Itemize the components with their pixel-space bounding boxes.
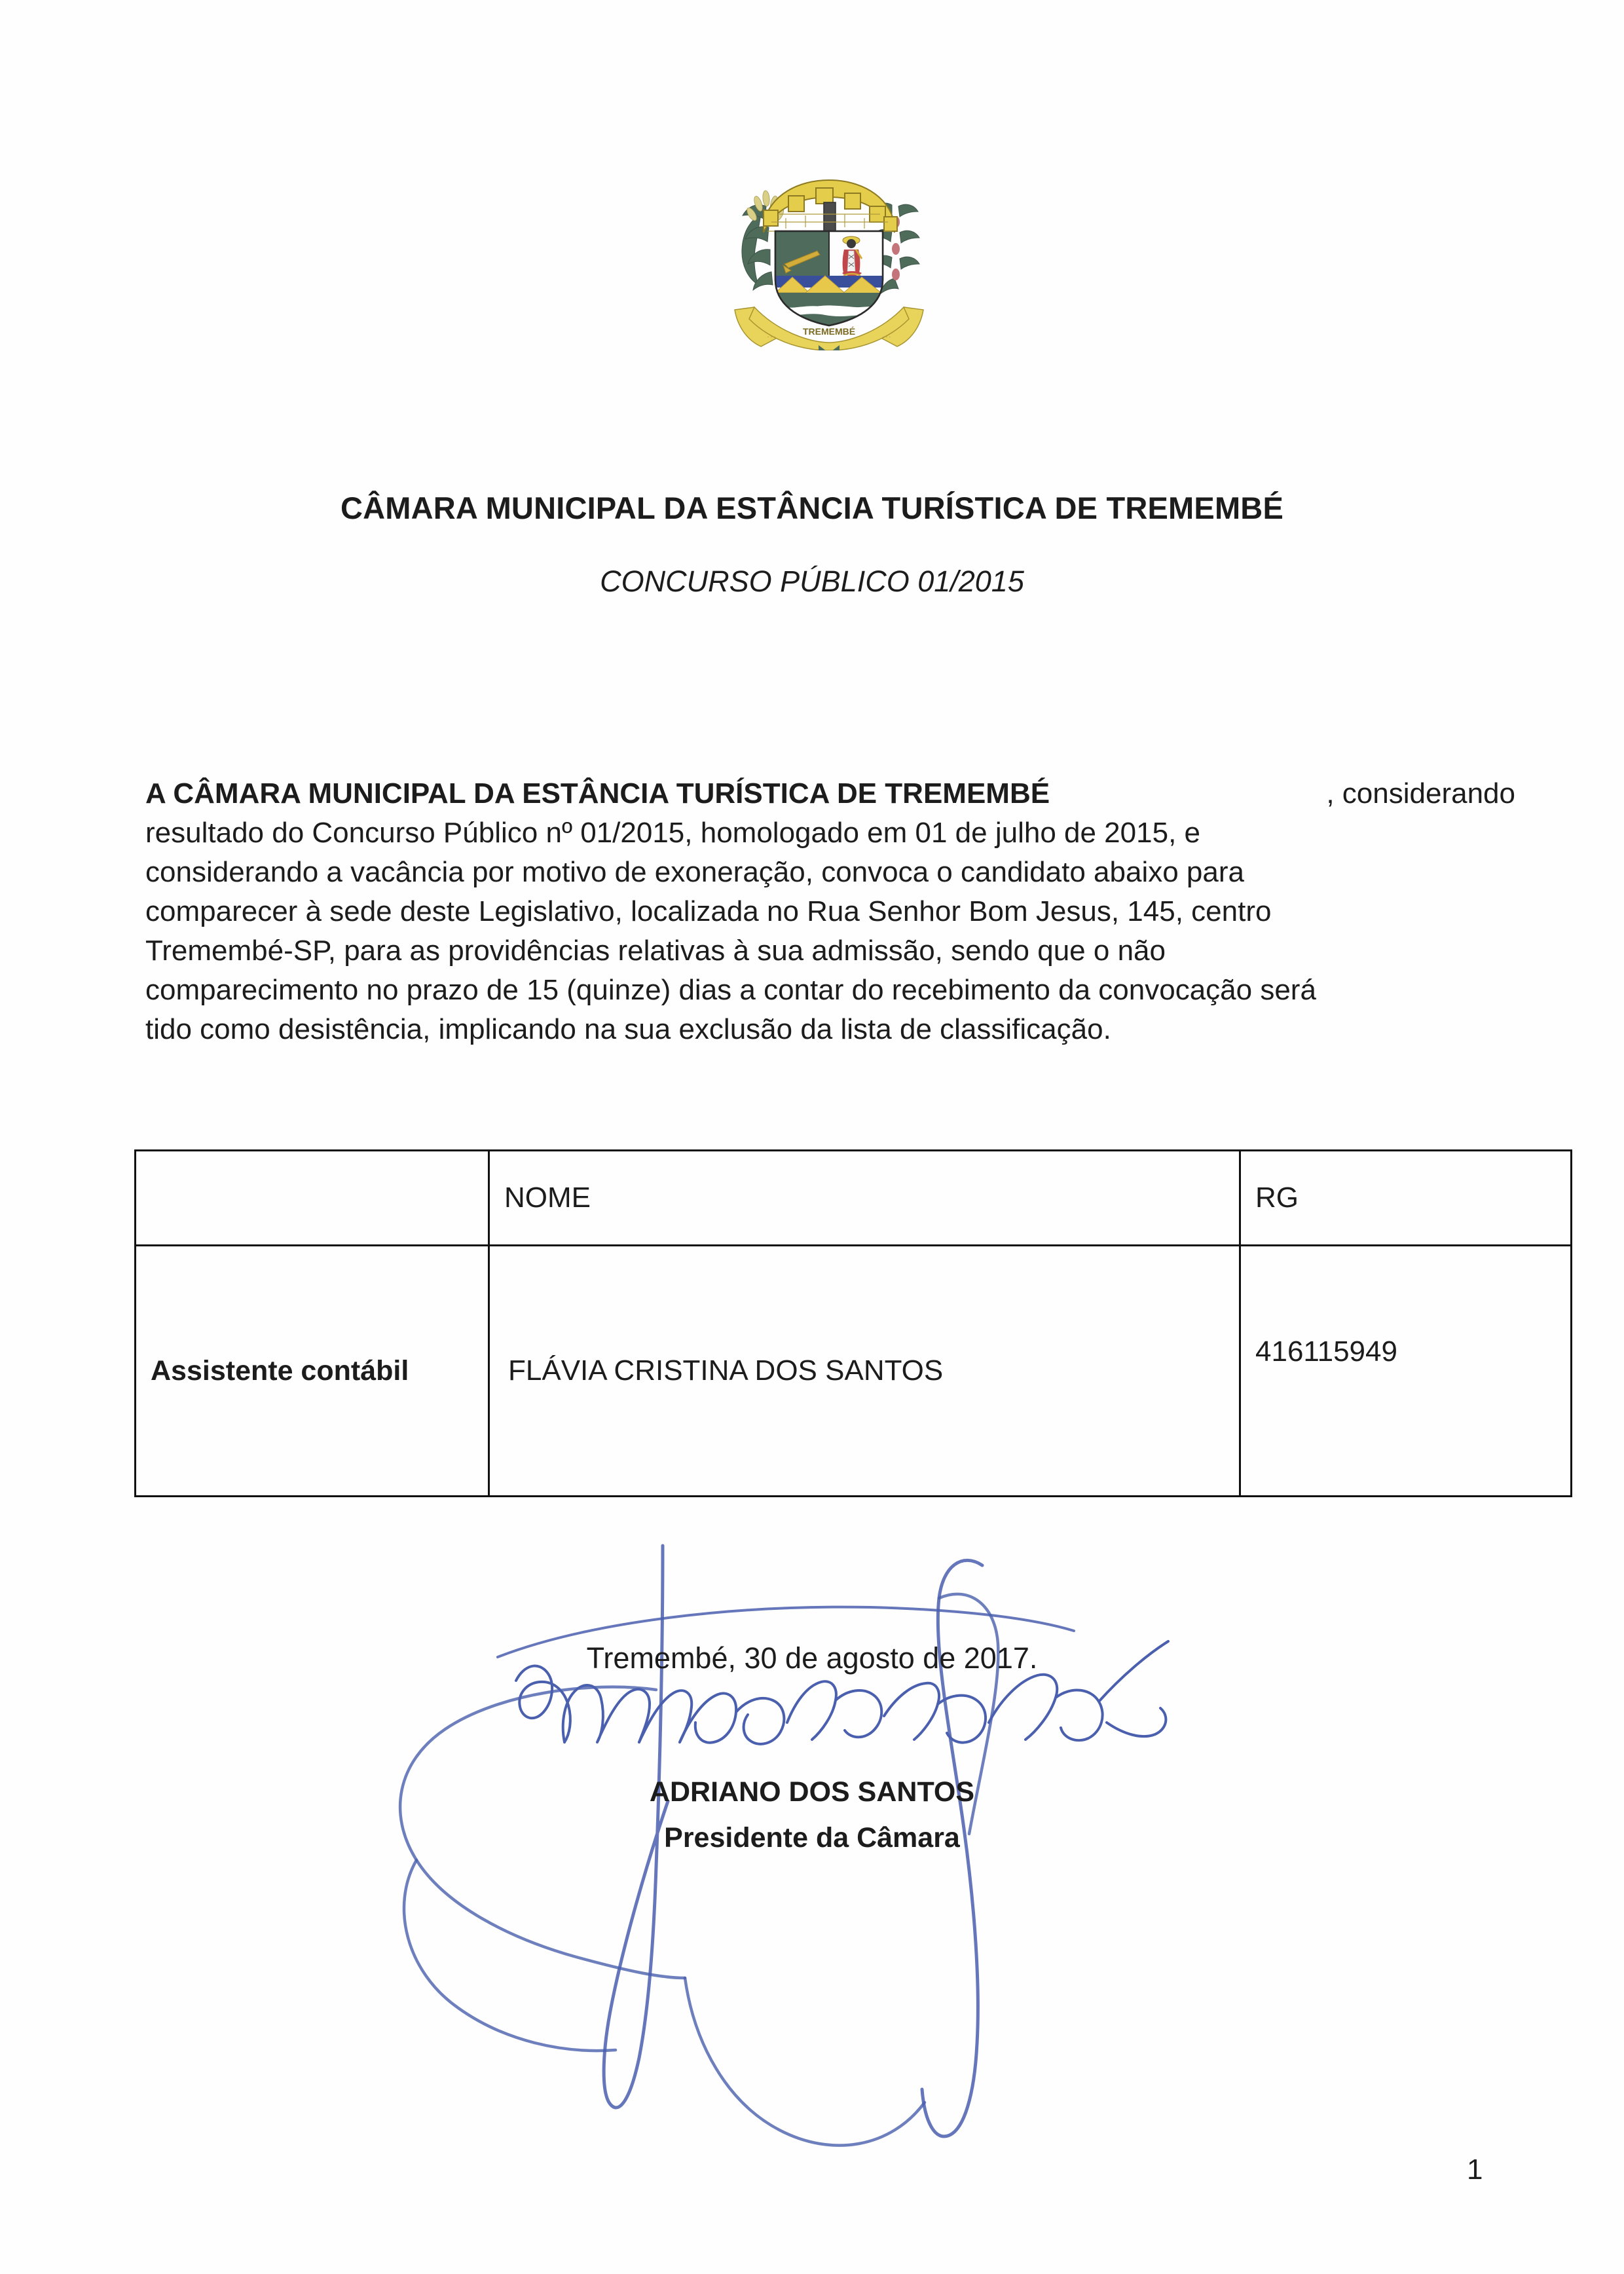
body-line-6: comparecimento no prazo de 15 (quinze) dias a contar do recebimento da convocação será bbox=[145, 974, 1316, 1006]
svg-text:· · ·: · · · bbox=[767, 334, 776, 340]
convocation-table bbox=[134, 1149, 1572, 1497]
organization-title: CÂMARA MUNICIPAL DA ESTÂNCIA TURÍSTICA DE TREMEMBÉ bbox=[341, 491, 1283, 525]
signatory-name: ADRIANO DOS SANTOS bbox=[649, 1776, 975, 1808]
svg-text:· · ·: · · · bbox=[882, 334, 891, 340]
body-line-1 bbox=[145, 774, 1515, 813]
body-line-4: comparecer à sede deste Legislativo, localizada no Rua Senhor Bom Jesus, 145, centro bbox=[145, 895, 1272, 927]
body-paragraph bbox=[145, 774, 1515, 1049]
handwritten-signature bbox=[0, 1526, 1624, 2194]
body-line-5-text: Tremembé-SP, para as providências relativas à sua admissão, sendo que o não bbox=[145, 935, 1166, 967]
cell-role: Assistente contábil bbox=[136, 1246, 489, 1497]
body-line-7: tido como desistência, implicando na sua exclusão da lista de classificação. bbox=[145, 1013, 1111, 1045]
table-header-rg: RG bbox=[1240, 1151, 1572, 1246]
body-line-5 bbox=[145, 931, 1515, 971]
body-line-1-rest: , considerando bbox=[1326, 777, 1515, 810]
table-row bbox=[136, 1246, 1572, 1497]
signature-block bbox=[0, 1526, 1624, 2194]
crest-shield bbox=[775, 231, 883, 326]
body-line-2: resultado do Concurso Público nº 01/2015, homologado em 01 de julho de 2015, e bbox=[145, 817, 1200, 849]
crest-svg bbox=[720, 154, 936, 350]
table-header-blank bbox=[136, 1151, 489, 1246]
crest-ribbon-text: TREMEMBÉ bbox=[802, 326, 856, 337]
signature-date: Tremembé, 30 de agosto de 2017. bbox=[586, 1641, 1038, 1675]
page-number: 1 bbox=[1467, 2153, 1483, 2186]
table-header-nome: NOME bbox=[489, 1151, 1240, 1246]
cell-rg: 416115949 bbox=[1240, 1246, 1572, 1497]
contest-title: CONCURSO PÚBLICO 01/2015 bbox=[600, 565, 1024, 598]
crest-saint-figure bbox=[842, 236, 862, 276]
body-lead: A CÂMARA MUNICIPAL DA ESTÂNCIA TURÍSTICA DE TREMEMBÉ bbox=[145, 777, 1050, 810]
signatory-role: Presidente da Câmara bbox=[664, 1822, 960, 1854]
crest-mural-crown bbox=[764, 180, 897, 233]
coat-of-arms-crest bbox=[720, 154, 936, 350]
body-line-3: considerando a vacância por motivo de exoneração, convoca o candidato abaixo para bbox=[145, 856, 1244, 888]
cell-name: FLÁVIA CRISTINA DOS SANTOS bbox=[489, 1246, 1240, 1497]
table-header-row bbox=[136, 1151, 1572, 1246]
